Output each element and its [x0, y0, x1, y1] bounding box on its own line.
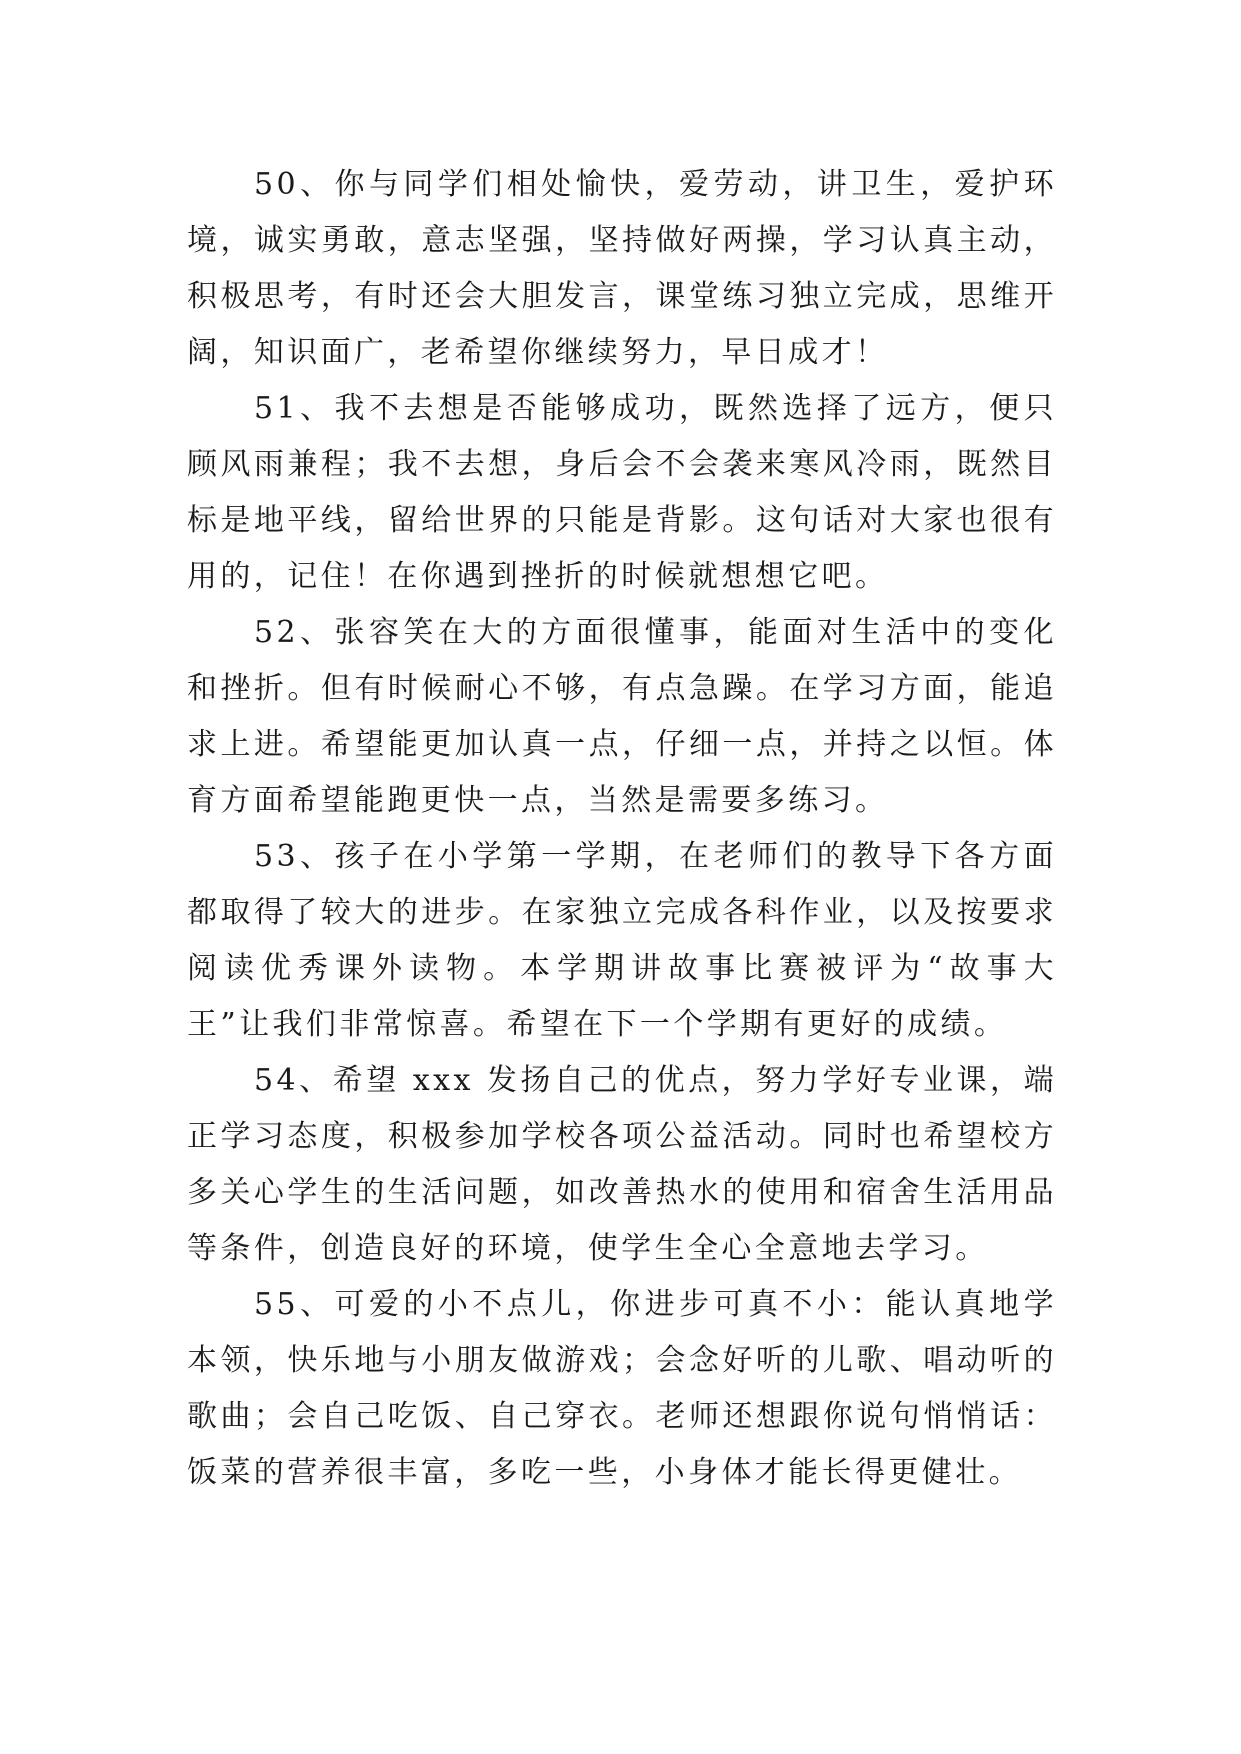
paragraph-54: 54、希望 xxx 发扬自己的优点，努力学好专业课，端正学习态度，积极参加学校各项公益活动。同时也希望校方多关心学生的生活问题，如改善热水的使用和宿舍生活用品等条件，创造良好的环境，使学生全心全意地去学习。 [187, 1063, 1057, 1266]
paragraph-52: 52、张容笑在大的方面很懂事，能面对生活中的变化和挫折。但有时候耐心不够，有点急躁。在学习方面，能追求上进。希望能更加认真一点，仔细一点，并持之以恒。体育方面希望能跑更快一点，当然是需要多练习。 [187, 615, 1057, 818]
paragraph-51: 51、我不去想是否能够成功，既然选择了远方，便只顾风雨兼程；我不去想，身后会不会袭来寒风冷雨，既然目标是地平线，留给世界的只能是背影。这句话对大家也很有用的，记住！在你遇到挫折的时候就想想它吧。 [187, 391, 1057, 594]
paragraph-55: 55、可爱的小不点儿，你进步可真不小：能认真地学本领，快乐地与小朋友做游戏；会念好听的儿歌、唱动听的歌曲；会自己吃饭、自己穿衣。老师还想跟你说句悄悄话：饭菜的营养很丰富，多吃一些，小身体才能长得更健壮。 [187, 1287, 1057, 1490]
paragraph-50: 50、你与同学们相处愉快，爱劳动，讲卫生，爱护环境，诚实勇敢，意志坚强，坚持做好两操，学习认真主动，积极思考，有时还会大胆发言，课堂练习独立完成，思维开阔，知识面广，老希望你继续努力，早日成才！ [187, 167, 1057, 370]
paragraph-53: 53、孩子在小学第一学期，在老师们的教导下各方面都取得了较大的进步。在家独立完成各科作业，以及按要求阅读优秀课外读物。本学期讲故事比赛被评为“故事大王”让我们非常惊喜。希望在下一个学期有更好的成绩。 [187, 839, 1057, 1042]
document-body [187, 157, 1057, 1501]
